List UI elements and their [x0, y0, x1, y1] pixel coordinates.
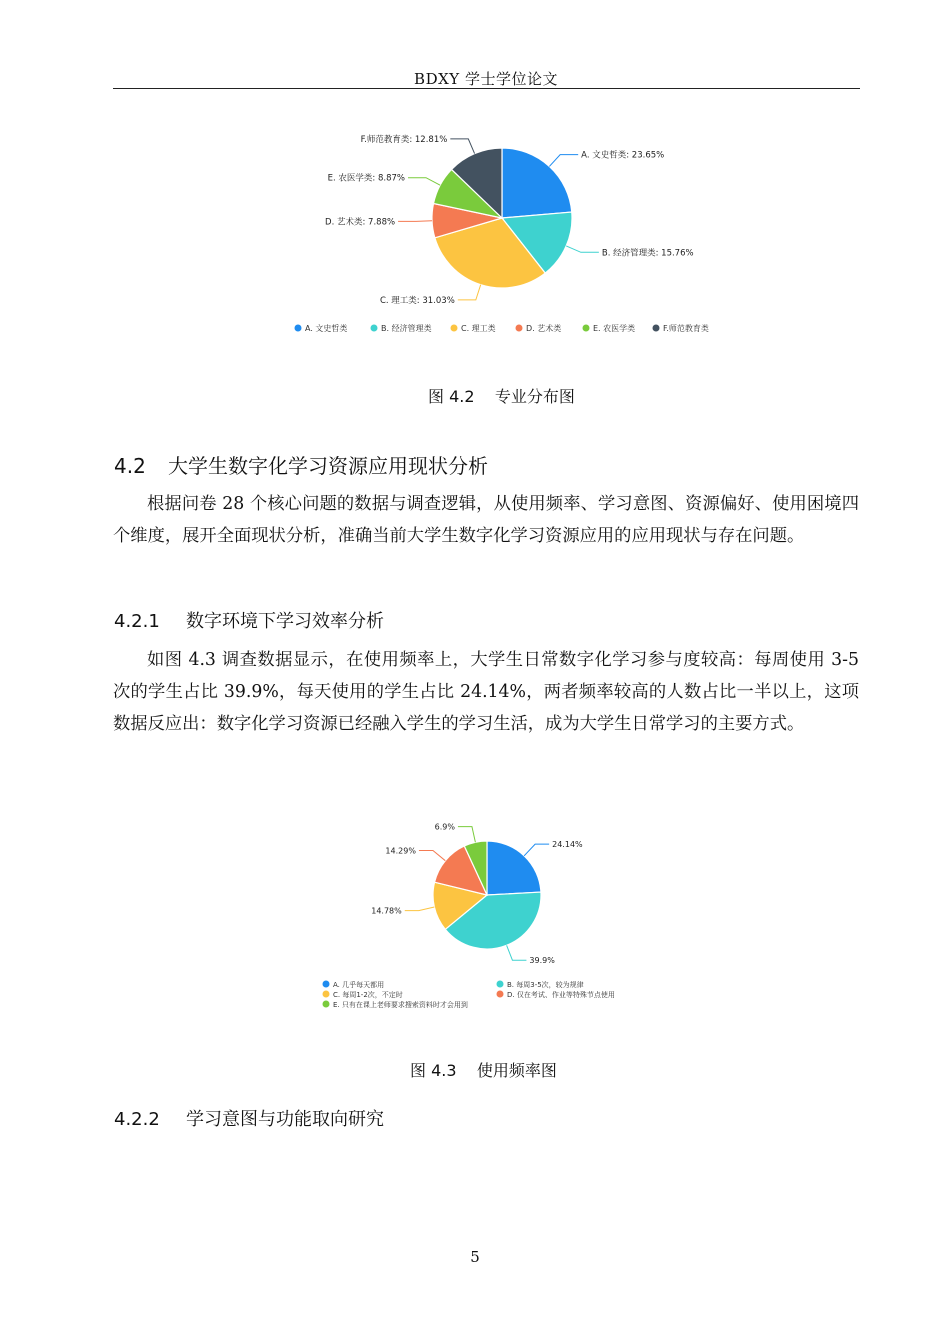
section-heading-4-2-2 [114, 1105, 384, 1131]
figure-4-2-caption [428, 384, 575, 407]
pie-slice [487, 841, 541, 895]
legend-marker [583, 325, 590, 332]
leader-line [458, 285, 481, 300]
legend-label: D. 艺术类 [526, 324, 562, 333]
slice-data-label: 14.29% [385, 846, 416, 856]
legend-label: F.师范教育类 [663, 324, 709, 333]
legend-label: E. 农医学类 [593, 324, 636, 333]
slice-data-label: C. 理工类: 31.03% [379, 295, 455, 306]
body-paragraph: 根据问卷 28 个核心问题的数据与调查逻辑，从使用频率、学习意图、资源偏好、使用困境四个维度，展开全面现状分析，准确当前大学生数字化学习资源应用的应用现状与存在问题。 [113, 494, 859, 546]
leader-line [450, 139, 474, 154]
legend-label: B. 每周3-5次，较为规律 [507, 981, 584, 989]
section-title: 数字环境下学习效率分析 [186, 611, 384, 632]
legend-marker [516, 325, 523, 332]
leader-line [398, 221, 432, 222]
leader-line [549, 155, 578, 167]
legend-label: A. 文史哲类 [305, 324, 348, 333]
major-distribution-pie-chart [270, 118, 730, 348]
legend-marker [323, 1001, 330, 1008]
legend-label: C. 每周1-2次，不定时 [333, 991, 403, 999]
legend-label: C. 理工类 [461, 324, 496, 333]
leader-line [458, 827, 475, 843]
legend-marker [497, 981, 504, 988]
slice-data-label: 24.14% [552, 840, 583, 850]
slice-data-label: A. 文史哲类: 23.65% [581, 150, 665, 161]
slice-data-label: 6.9% [434, 822, 455, 832]
figure-caption-text: 专业分布图 [494, 387, 575, 406]
leader-line [419, 851, 445, 861]
leader-line [408, 178, 440, 185]
slice-data-label: 14.78% [371, 906, 402, 916]
legend-label: E. 只有在课上老师要求搜索资料时才会用到 [333, 1001, 468, 1009]
leader-line [566, 246, 599, 252]
section-title: 学习意图与功能取向研究 [186, 1109, 384, 1130]
slice-data-label: D. 艺术类: 7.88% [325, 217, 396, 228]
legend-marker [323, 991, 330, 998]
slice-data-label: B. 经济管理类: 15.76% [601, 248, 694, 259]
legend-marker [371, 325, 378, 332]
legend-marker [295, 325, 302, 332]
legend-marker [653, 325, 660, 332]
figure-4-3-caption [410, 1058, 557, 1081]
section-number: 4.2 [114, 454, 146, 478]
page-header: BDXY 学士学位论文 [414, 70, 558, 88]
figure-caption-text: 使用频率图 [476, 1061, 557, 1080]
leader-line [405, 907, 435, 911]
legend-label: A. 几乎每天都用 [333, 981, 385, 989]
legend-label: B. 经济管理类 [381, 324, 432, 333]
legend-marker [497, 991, 504, 998]
slice-data-label: 39.9% [529, 956, 555, 966]
legend-marker [451, 325, 458, 332]
figure-caption-number: 图 4.3 [410, 1061, 457, 1080]
leader-line [524, 844, 549, 856]
section-number: 4.2.1 [114, 611, 160, 632]
leader-line [507, 945, 527, 960]
legend-label: D. 仅在考试、作业等特殊节点使用 [507, 991, 615, 999]
figure-caption-number: 图 4.2 [428, 387, 475, 406]
body-paragraph: 如图 4.3 调查数据显示，在使用频率上，大学生日常数字化学习参与度较高：每周使用 3-5 次的学生占比 39.9%，每天使用的学生占比 24.14%，两者频率较高的人数占比一半以上，这项数据反应出：数字化学习资源已经融入学生的学习生活，成为大学生日常学习的主要方式。 [113, 650, 859, 734]
legend-marker [323, 981, 330, 988]
slice-data-label: F.师范教育类: 12.81% [360, 134, 448, 145]
page-number: 5 [470, 1248, 480, 1266]
section-title: 大学生数字化学习资源应用现状分析 [168, 454, 488, 478]
header-rule [113, 88, 860, 89]
pie-slice [502, 148, 572, 218]
section-heading-4-2 [114, 450, 488, 479]
slice-data-label: E. 农医学类: 8.87% [327, 173, 406, 184]
usage-frequency-pie-chart [318, 815, 638, 1015]
section-heading-4-2-1 [114, 607, 384, 633]
section-number: 4.2.2 [114, 1109, 160, 1130]
